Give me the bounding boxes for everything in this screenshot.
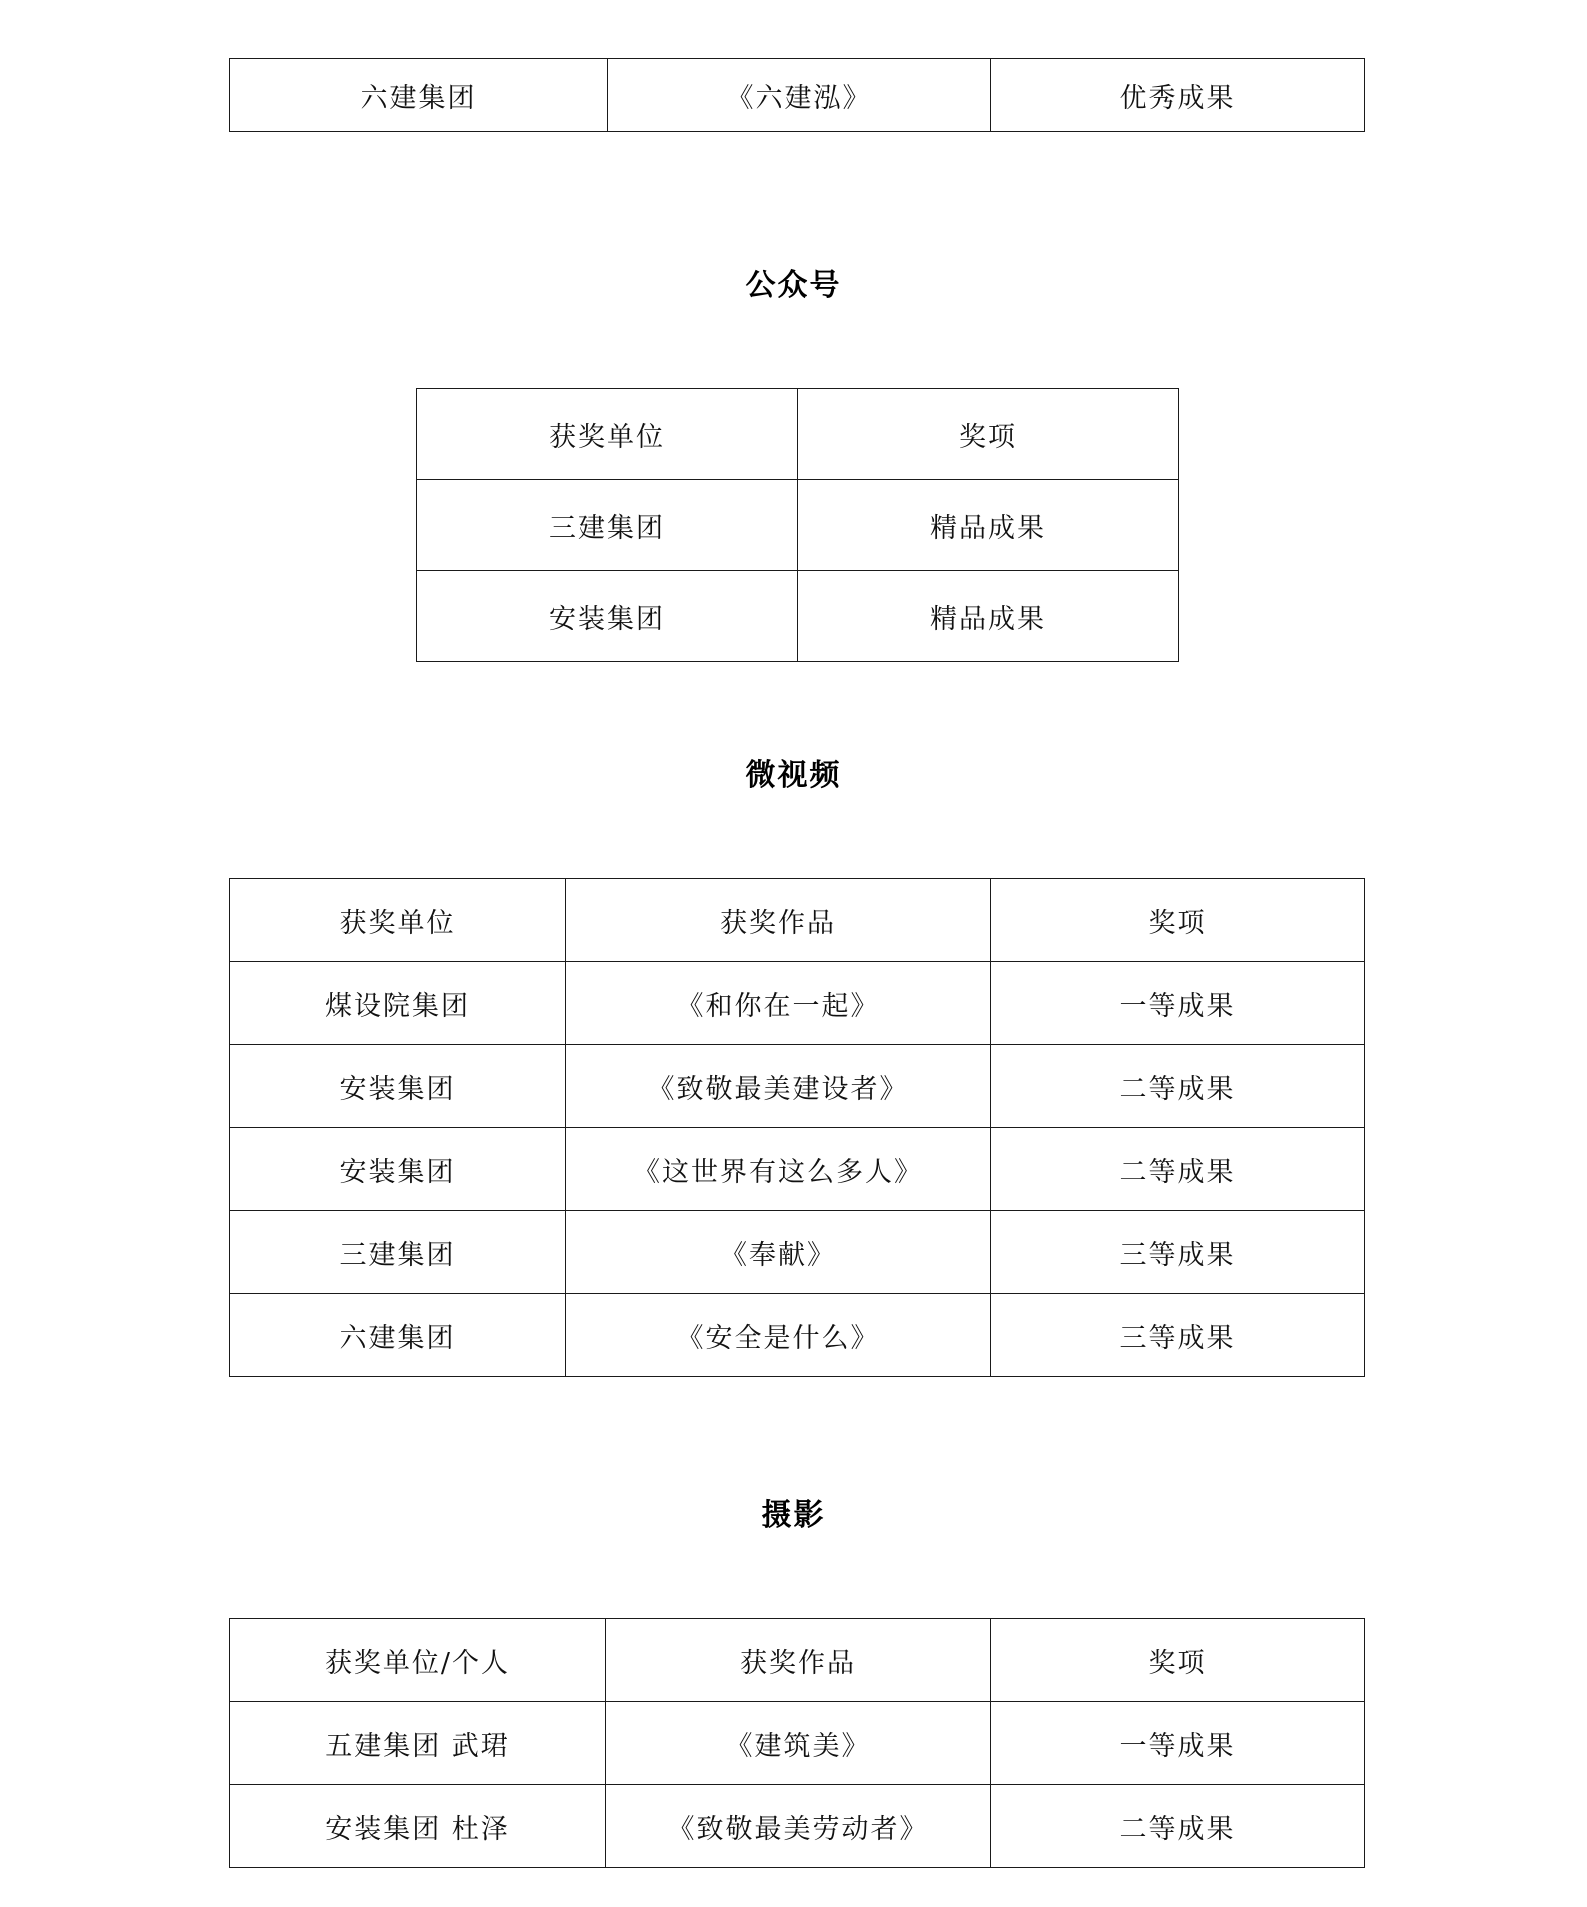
section-title-sheying: 摄影 (761, 1498, 826, 1533)
table-cell-work: 《安全是什么》 (566, 1294, 991, 1377)
weishipin-table (229, 878, 1365, 1377)
table-cell-work: 《致敬最美劳动者》 (606, 1785, 991, 1868)
table-row (417, 571, 1179, 662)
table-header-work: 获奖作品 (606, 1619, 991, 1702)
table-cell-award: 优秀成果 (991, 59, 1365, 132)
table-cell-unit: 三建集团 (417, 480, 798, 571)
table-cell-award: 一等成果 (991, 962, 1365, 1045)
table-cell-award: 三等成果 (991, 1211, 1365, 1294)
table-row (230, 1702, 1365, 1785)
table-cell-award: 二等成果 (991, 1128, 1365, 1211)
gongzhonghao-table (416, 388, 1179, 662)
table-cell-work: 《建筑美》 (606, 1702, 991, 1785)
section-title-weishipin: 微视频 (745, 758, 842, 793)
table-cell-work: 《致敬最美建设者》 (566, 1045, 991, 1128)
table-row (230, 1294, 1365, 1377)
table-header-unit-person: 获奖单位/个人 (230, 1619, 606, 1702)
table-row (230, 1045, 1365, 1128)
section-title-gongzhonghao: 公众号 (745, 268, 842, 303)
table-row (230, 962, 1365, 1045)
gongzhonghao-table-container (416, 388, 1179, 662)
table-cell-unit: 六建集团 (230, 1294, 566, 1377)
table-header-award: 奖项 (798, 389, 1179, 480)
table-cell-award: 一等成果 (991, 1702, 1365, 1785)
table-row (417, 480, 1179, 571)
table-header-unit: 获奖单位 (230, 879, 566, 962)
table-cell-award: 二等成果 (991, 1785, 1365, 1868)
table-cell-work: 《这世界有这么多人》 (566, 1128, 991, 1211)
table-cell-unit-person: 五建集团 武珺 (230, 1702, 606, 1785)
table-header-award: 奖项 (991, 879, 1365, 962)
table-header-row (230, 1619, 1365, 1702)
top-table (229, 58, 1365, 132)
table-cell-work: 《六建泓》 (608, 59, 991, 132)
table-cell-work: 《和你在一起》 (566, 962, 991, 1045)
table-cell-unit: 煤设院集团 (230, 962, 566, 1045)
sheying-table (229, 1618, 1365, 1868)
table-cell-award: 精品成果 (798, 480, 1179, 571)
table-cell-unit-person: 安装集团 杜泽 (230, 1785, 606, 1868)
table-cell-unit: 安装集团 (230, 1128, 566, 1211)
table-cell-unit: 三建集团 (230, 1211, 566, 1294)
table-cell-unit: 六建集团 (230, 59, 608, 132)
weishipin-table-container (229, 878, 1365, 1377)
table-cell-award: 精品成果 (798, 571, 1179, 662)
sheying-table-container (229, 1618, 1365, 1868)
top-table-container (229, 58, 1365, 132)
table-header-unit: 获奖单位 (417, 389, 798, 480)
table-cell-work: 《奉献》 (566, 1211, 991, 1294)
table-cell-unit: 安装集团 (417, 571, 798, 662)
table-row (230, 1211, 1365, 1294)
table-header-work: 获奖作品 (566, 879, 991, 962)
table-header-award: 奖项 (991, 1619, 1365, 1702)
table-cell-unit: 安装集团 (230, 1045, 566, 1128)
table-row (230, 1785, 1365, 1868)
table-row (230, 1128, 1365, 1211)
table-header-row (230, 879, 1365, 962)
table-row (230, 59, 1365, 132)
table-cell-award: 三等成果 (991, 1294, 1365, 1377)
table-cell-award: 二等成果 (991, 1045, 1365, 1128)
table-header-row (417, 389, 1179, 480)
